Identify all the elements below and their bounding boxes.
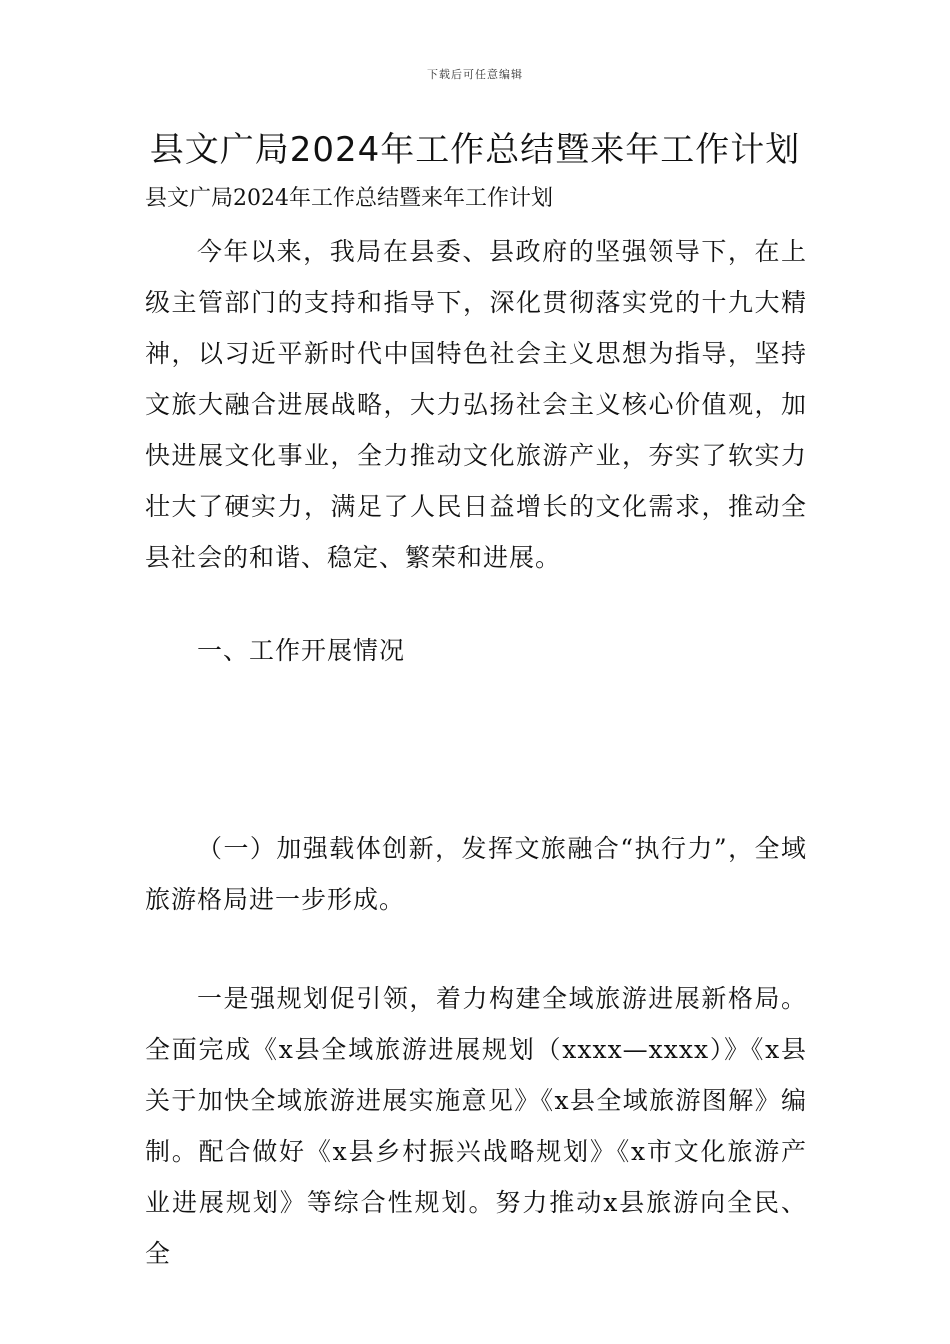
intro-paragraph: 今年以来，我局在县委、县政府的坚强领导下，在上级主管部门的支持和指导下，深化贯彻落实党的十九大精神，以习近平新时代中国特色社会主义思想为指导，坚持文旅大融合进展战略，大力弘扬社会主义核心价值观，加快进展文化事业，全力推动文化旅游产业，夯实了软实力壮大了硬实力，满足了人民日益增长的文化需求，推动全县社会的和谐、稳定、繁荣和进展。 [145, 237, 807, 572]
document-title: 县文广局2024年工作总结暨来年工作计划 [149, 130, 801, 170]
document-subtitle: 县文广局2024年工作总结暨来年工作计划 [145, 186, 553, 211]
first-work-paragraph: 一是强规划促引领，着力构建全域旅游进展新格局。全面完成《x县全域旅游进展规划（xxxx—xxxx）》《x县关于加快全域旅游进展实施意见》《x县全域旅游图解》编制。配合做好《x县乡村振兴战略规划》《x市文化旅游产业进展规划》等综合性规划。努力推动x县旅游向全民、全 [145, 984, 807, 1268]
subsection-heading: （一）加强载体创新，发挥文旅融合“执行力”，全域旅游格局进一步形成。 [145, 834, 807, 914]
section-heading: 一、工作开展情况 [197, 636, 406, 665]
header-note: 下载后可任意编辑 [427, 68, 523, 81]
